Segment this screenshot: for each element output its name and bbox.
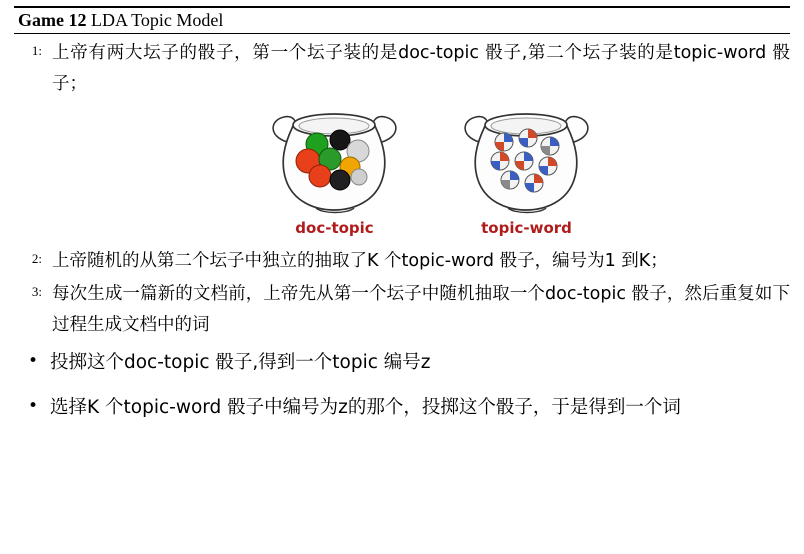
topic-word-jar-icon xyxy=(454,104,599,216)
topic-word-urn xyxy=(454,104,599,237)
game-title: LDA Topic Model xyxy=(90,10,224,30)
algorithm-body xyxy=(14,38,790,437)
topic-word-caption: topic-word xyxy=(481,219,572,237)
algorithm-step xyxy=(14,246,790,277)
title-rule-bottom xyxy=(14,33,790,34)
sub-step-list xyxy=(14,347,790,423)
urn-figure xyxy=(14,104,790,244)
step-text: 每次生成一篇新的文档前，上帝先从第一个坛子中随机抽取一个doc-topic 骰子，然后重复如下过程生成文档中的词 xyxy=(52,284,790,335)
game-label: Game 12 xyxy=(18,10,87,30)
list-item: • 投掷这个doc-topic 骰子,得到一个topic 编号z xyxy=(14,347,790,378)
doc-topic-urn xyxy=(262,104,407,237)
list-item: • 选择K 个topic-word 骰子中编号为z的那个，投掷这个骰子，于是得到一个词 xyxy=(14,392,790,423)
step-text: 上帝有两大坛子的骰子，第一个坛子装的是doc-topic 骰子,第二个坛子装的是topic-word 骰子； xyxy=(52,43,790,94)
doc-topic-caption: doc-topic xyxy=(295,219,374,237)
algorithm-step xyxy=(14,38,790,100)
algorithm-step xyxy=(14,279,790,341)
page-title xyxy=(18,9,223,31)
step-number: 1: xyxy=(31,43,42,58)
doc-topic-jar-icon xyxy=(262,104,407,216)
step-text: 上帝随机的从第二个坛子中独立的抽取了K 个topic-word 骰子，编号为1 到K； xyxy=(52,251,668,271)
step-number: 2: xyxy=(31,251,42,266)
title-rule-top xyxy=(14,6,790,8)
step-number: 3: xyxy=(31,284,42,299)
